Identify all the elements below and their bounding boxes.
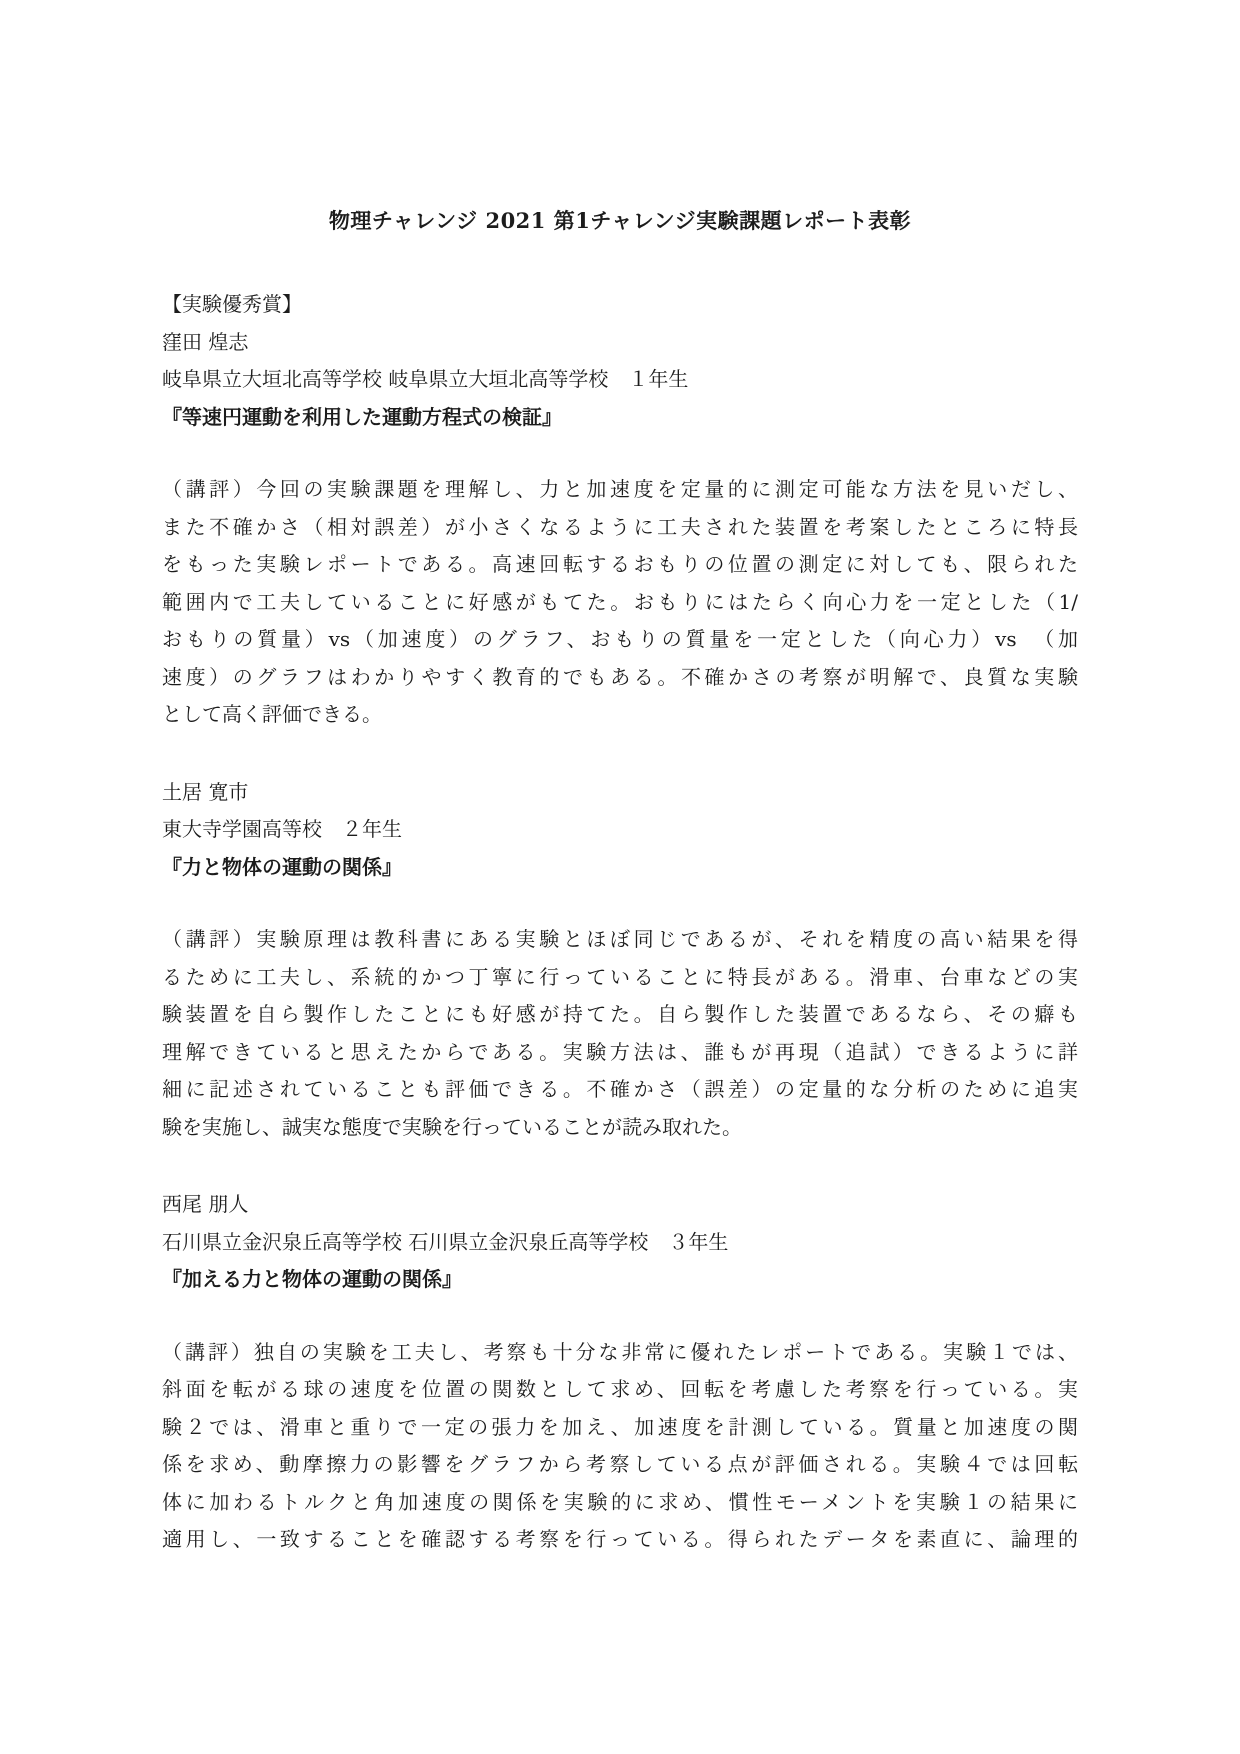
review-line: また不確かさ（相対誤差）が小さくなるように工夫された装置を考案したところに特長 — [162, 514, 1078, 539]
report-title: 『等速円運動を利用した運動方程式の検証』 — [162, 404, 562, 429]
awardee-name: 西尾 朋人 — [162, 1192, 249, 1216]
award-entry-3 — [162, 1186, 1078, 1559]
awardee-name: 窪田 煌志 — [162, 329, 249, 354]
review-line: （講評）今回の実験課題を理解し、力と加速度を定量的に測定可能な方法を見いだし、 — [162, 477, 1078, 501]
review-line: をもった実験レポートである。高速回転するおもりの位置の測定に対しても、限られた — [162, 552, 1078, 576]
review-line: 範囲内で工夫していることに好感がもてた。おもりにはたらく向心力を一定とした（1/ — [162, 589, 1078, 614]
awardee-school: 石川県立金沢泉丘高等学校 石川県立金沢泉丘高等学校 ３年生 — [162, 1229, 729, 1254]
review-paragraph — [162, 921, 1078, 1146]
review-line: 体に加わるトルクと角加速度の関係を実験的に求め、慣性モーメントを実験１の結果に — [162, 1489, 1078, 1514]
review-line: 験を実施し、誠実な態度で実験を行っていることが読み取れた。 — [162, 1114, 742, 1139]
review-line: おもりの質量）vs（加速度）のグラフ、おもりの質量を一定とした（向心力）vs （加 — [162, 627, 1078, 651]
review-line: 細に記述されていることも評価できる。不確かさ（誤差）の定量的な分析のために追実 — [162, 1077, 1078, 1101]
awardee-school: 岐阜県立大垣北高等学校 岐阜県立大垣北高等学校 １年生 — [162, 367, 689, 391]
review-line: 速度）のグラフはわかりやすく教育的でもある。不確かさの考察が明解で、良質な実験 — [162, 664, 1078, 689]
awardee-name: 土居 寛市 — [162, 779, 249, 804]
review-paragraph — [162, 1334, 1078, 1559]
document-page — [162, 0, 1078, 1559]
review-line: として高く評価できる。 — [162, 702, 382, 726]
award-section-heading: 【実験優秀賞】 — [162, 292, 302, 316]
review-paragraph — [162, 471, 1078, 734]
award-entry-2 — [162, 774, 1078, 1147]
page-title: 物理チャレンジ 2021 第1チャレンジ実験課題レポート表彰 — [328, 208, 912, 233]
review-line: （講評）独自の実験を工夫し、考察も十分な非常に優れたレポートである。実験１では、 — [162, 1339, 1078, 1364]
review-line: 係を求め、動摩擦力の影響をグラフから考察している点が評価される。実験４では回転 — [162, 1452, 1078, 1476]
review-line: るために工夫し、系統的かつ丁寧に行っていることに特長がある。滑車、台車などの実 — [162, 964, 1078, 989]
review-line: 理解できていると思えたからである。実験方法は、誰もが再現（追試）できるように詳 — [162, 1039, 1078, 1064]
awardee-school: 東大寺学園高等校 ２年生 — [162, 817, 402, 841]
review-line: 適用し、一致することを確認する考察を行っている。得られたデータを素直に、論理的 — [162, 1527, 1078, 1551]
review-line: 験装置を自ら製作したことにも好感が持てた。自ら製作した装置であるなら、その癖も — [162, 1002, 1078, 1026]
review-line: （講評）実験原理は教科書にある実験とほぼ同じであるが、それを精度の高い結果を得 — [162, 927, 1078, 951]
review-line: 斜面を転がる球の速度を位置の関数として求め、回転を考慮した考察を行っている。実 — [162, 1377, 1078, 1401]
review-line: 験２では、滑車と重りで一定の張力を加え、加速度を計測している。質量と加速度の関 — [162, 1414, 1078, 1439]
report-title: 『加える力と物体の運動の関係』 — [162, 1267, 462, 1291]
award-entry-1 — [162, 324, 1078, 734]
report-title: 『力と物体の運動の関係』 — [162, 854, 402, 879]
